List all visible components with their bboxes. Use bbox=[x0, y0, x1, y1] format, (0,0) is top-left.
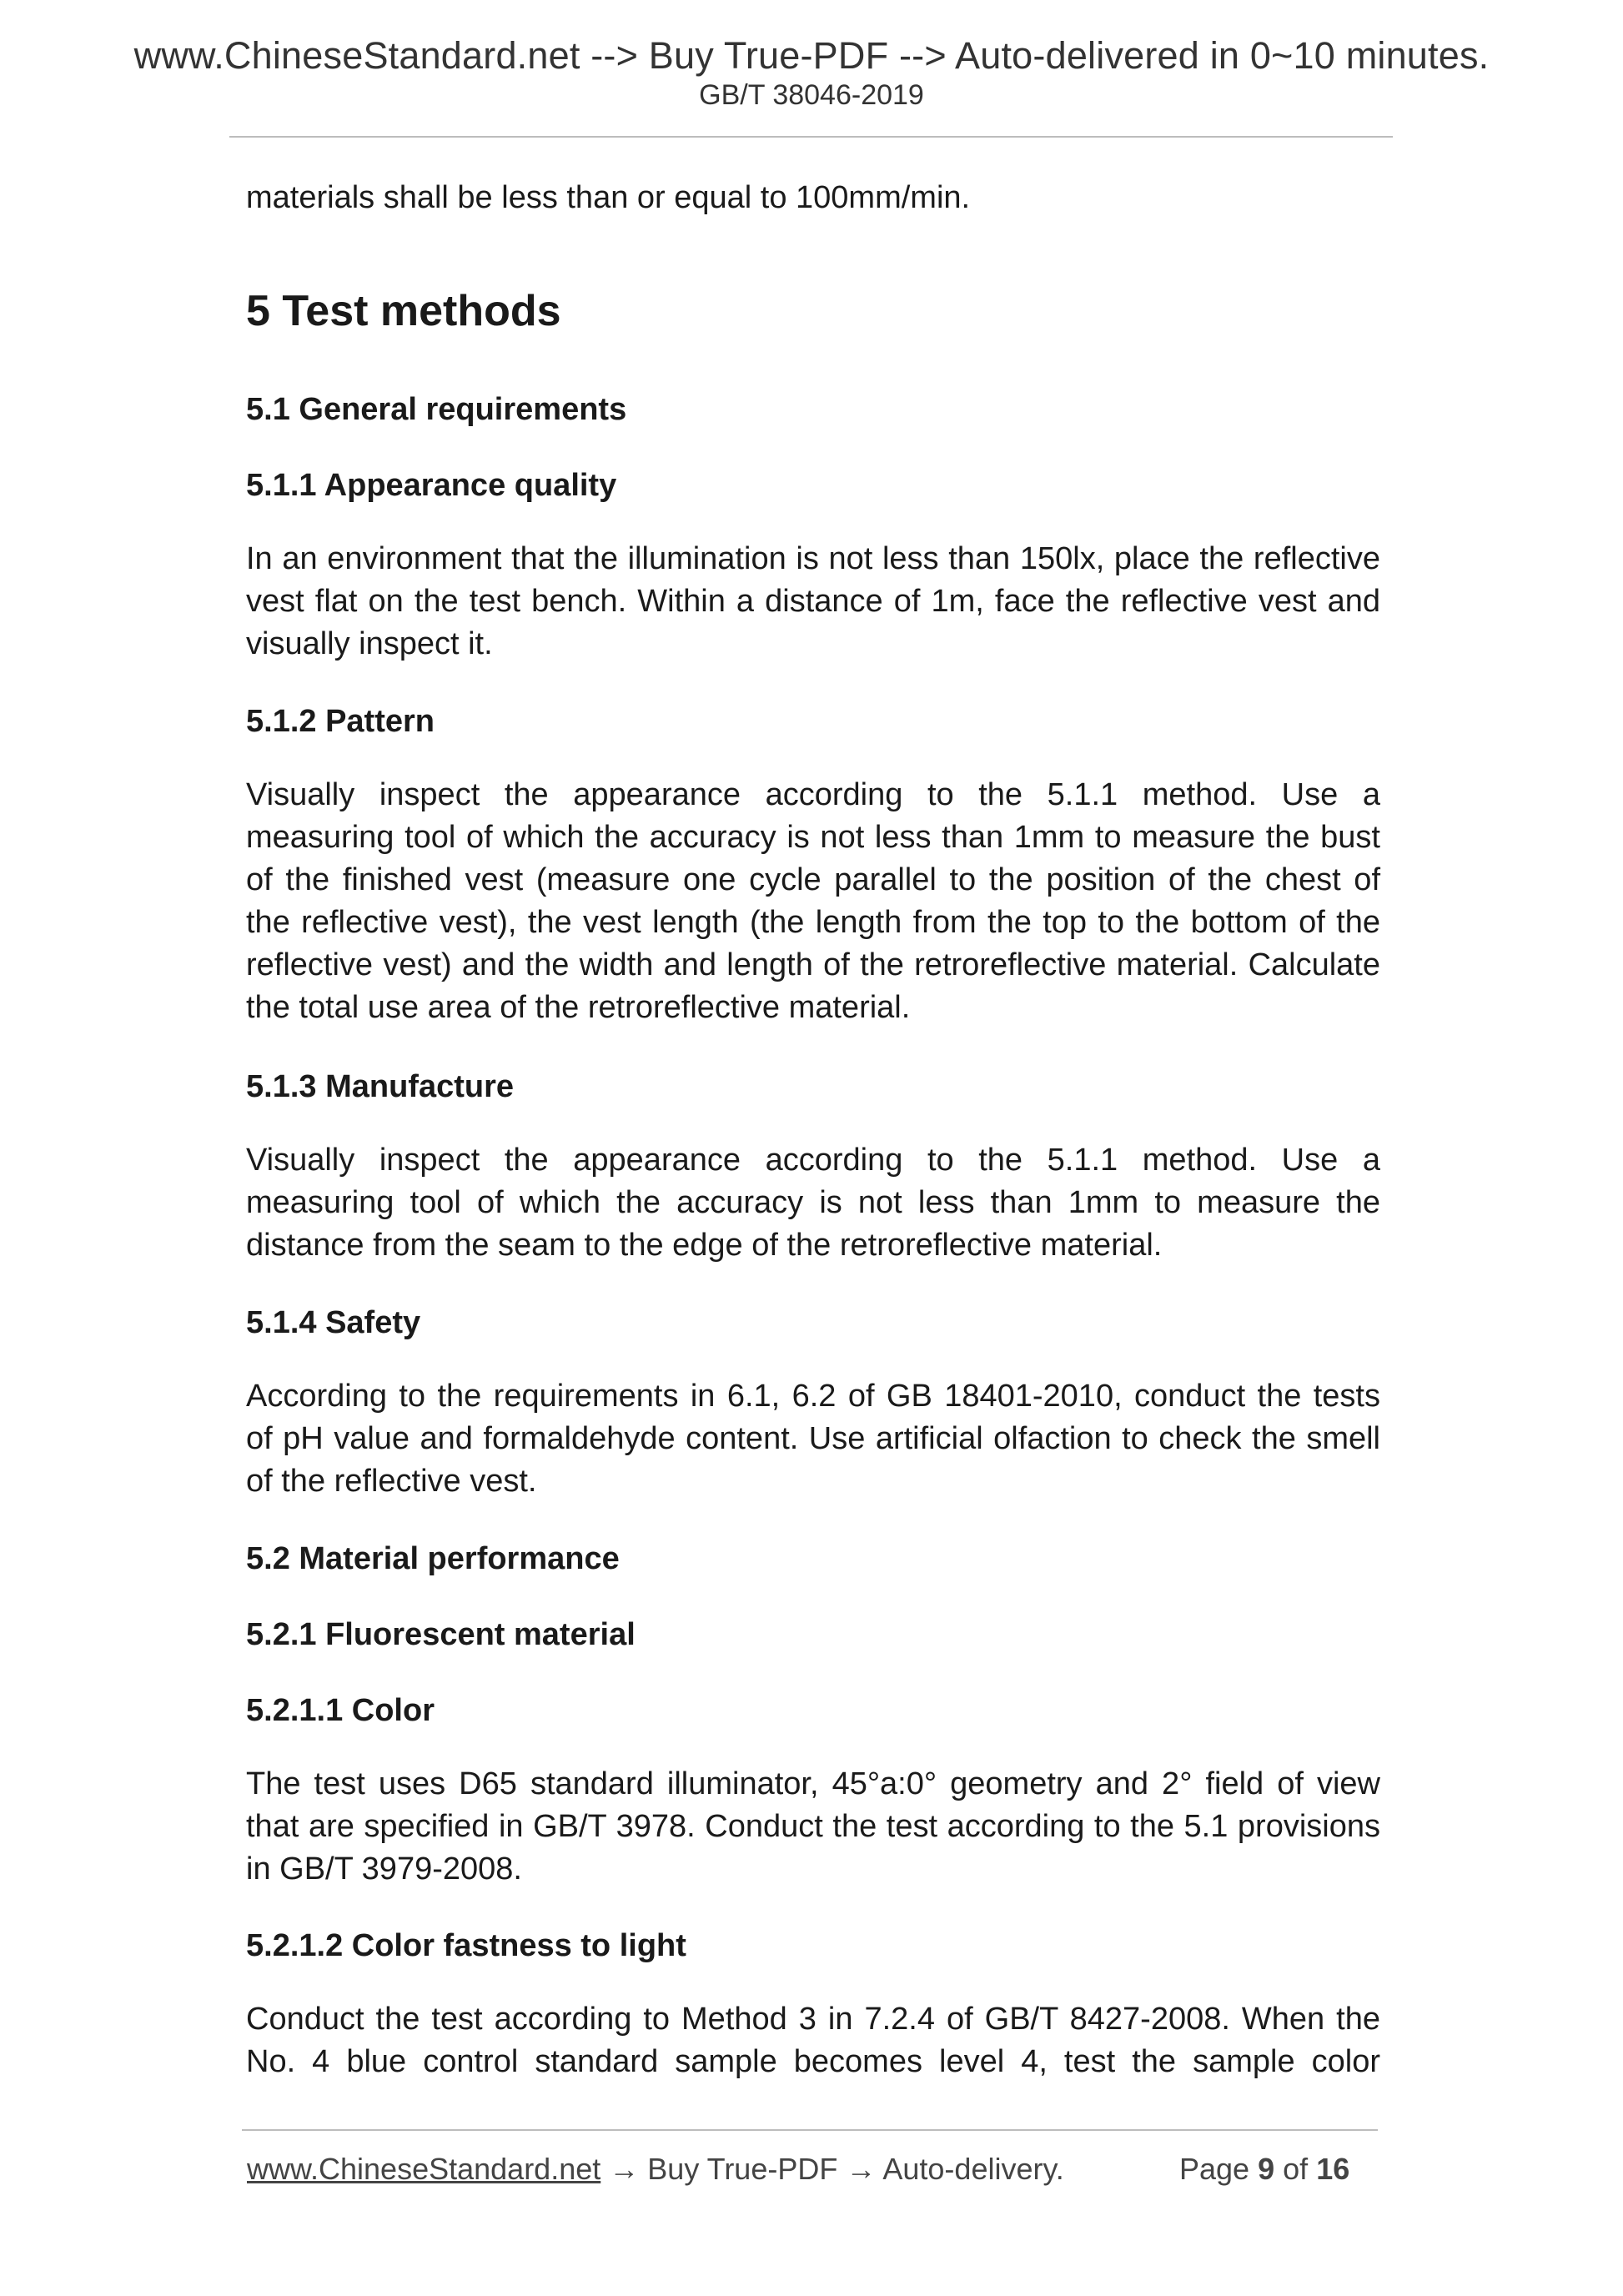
paragraph-line: The test uses D65 standard illuminator, 45°a:0° geometry and 2° field of view bbox=[246, 1766, 1380, 1801]
section-5-1-heading: 5.1 General requirements bbox=[246, 392, 627, 427]
section-5-1-4-heading: 5.1.4 Safety bbox=[246, 1305, 421, 1340]
website-link[interactable]: www.ChineseStandard.net bbox=[247, 2152, 601, 2186]
footer-purchase-line bbox=[247, 2154, 1064, 2184]
section-5-heading: 5 Test methods bbox=[246, 287, 561, 335]
section-5-1-2-heading: 5.1.2 Pattern bbox=[246, 704, 435, 739]
buy-pdf-text: Buy True-PDF bbox=[647, 2152, 838, 2186]
arrow-right-icon: → bbox=[609, 2152, 640, 2186]
paragraph-line: the total use area of the retroreflective material. bbox=[246, 990, 911, 1025]
section-5-2-1-1-heading: 5.2.1.1 Color bbox=[246, 1693, 435, 1728]
paragraph-line: Visually inspect the appearance according to the 5.1.1 method. Use a bbox=[246, 1143, 1380, 1178]
auto-delivery-text: Auto-delivery. bbox=[882, 2152, 1064, 2186]
paragraph-line: measuring tool of which the accuracy is not less than 1mm to measure the bbox=[246, 1185, 1380, 1220]
footer-divider bbox=[242, 2129, 1378, 2131]
paragraph-5-1-4 bbox=[246, 1375, 1380, 1503]
paragraph-line: of the finished vest (measure one cycle parallel to the position of the chest of bbox=[246, 862, 1380, 897]
paragraph-line: According to the requirements in 6.1, 6.2 of GB 18401-2010, conduct the tests bbox=[246, 1379, 1380, 1414]
paragraph-line: the reflective vest), the vest length (the length from the top to the bottom of the bbox=[246, 905, 1380, 940]
section-5-1-3-heading: 5.1.3 Manufacture bbox=[246, 1069, 514, 1104]
paragraph-line: In an environment that the illumination is not less than 150lx, place the reflective bbox=[246, 541, 1380, 576]
paragraph-line: of pH value and formaldehyde content. Use artificial olfaction to check the smell bbox=[246, 1421, 1380, 1456]
paragraph-line: reflective vest) and the width and length of the retroreflective material. Calculate bbox=[246, 947, 1380, 982]
paragraph-5-2-1-2 bbox=[246, 1998, 1380, 2083]
paragraph-line: materials shall be less than or equal to 100mm/min. bbox=[246, 180, 971, 215]
paragraph-5-1-3 bbox=[246, 1139, 1380, 1267]
paragraph-line: vest flat on the test bench. Within a distance of 1m, face the reflective vest and bbox=[246, 584, 1380, 619]
section-5-2-1-heading: 5.2.1 Fluorescent material bbox=[246, 1617, 636, 1652]
paragraph-line: that are specified in GB/T 3978. Conduct the test according to the 5.1 provisions bbox=[246, 1809, 1380, 1844]
paragraph-line: measuring tool of which the accuracy is not less than 1mm to measure the bust bbox=[246, 820, 1380, 855]
arrow-right-icon: → bbox=[846, 2152, 877, 2186]
page-current: 9 bbox=[1258, 2152, 1275, 2186]
header-standard-number: GB/T 38046-2019 bbox=[699, 79, 924, 111]
paragraph-line: Conduct the test according to Method 3 in 7.2.4 of GB/T 8427-2008. When the bbox=[246, 2002, 1380, 2037]
page-total: 16 bbox=[1316, 2152, 1350, 2186]
header-banner: www.ChineseStandard.net --> Buy True-PDF --> Auto-delivered in 0~10 minutes. bbox=[133, 34, 1490, 77]
page-indicator bbox=[1179, 2154, 1349, 2184]
paragraph-line: distance from the seam to the edge of the retroreflective material. bbox=[246, 1228, 1163, 1263]
section-5-2-1-2-heading: 5.2.1.2 Color fastness to light bbox=[246, 1928, 686, 1963]
paragraph-line: Visually inspect the appearance according to the 5.1.1 method. Use a bbox=[246, 777, 1380, 812]
paragraph-line: visually inspect it. bbox=[246, 626, 493, 661]
paragraph-line: of the reflective vest. bbox=[246, 1464, 537, 1499]
header-divider bbox=[229, 136, 1393, 138]
paragraph-line: No. 4 blue control standard sample becomes level 4, test the sample color bbox=[246, 2044, 1380, 2079]
paragraph-5-1-1 bbox=[246, 538, 1380, 666]
section-5-1-1-heading: 5.1.1 Appearance quality bbox=[246, 468, 617, 503]
page-label: Page bbox=[1179, 2152, 1250, 2186]
section-5-2-heading: 5.2 Material performance bbox=[246, 1541, 620, 1576]
paragraph-5-1-2 bbox=[246, 774, 1380, 1029]
paragraph-line: in GB/T 3979-2008. bbox=[246, 1851, 522, 1887]
page-of-label: of bbox=[1283, 2152, 1309, 2186]
paragraph-5-2-1-1 bbox=[246, 1763, 1380, 1891]
intro-paragraph bbox=[246, 177, 1380, 219]
